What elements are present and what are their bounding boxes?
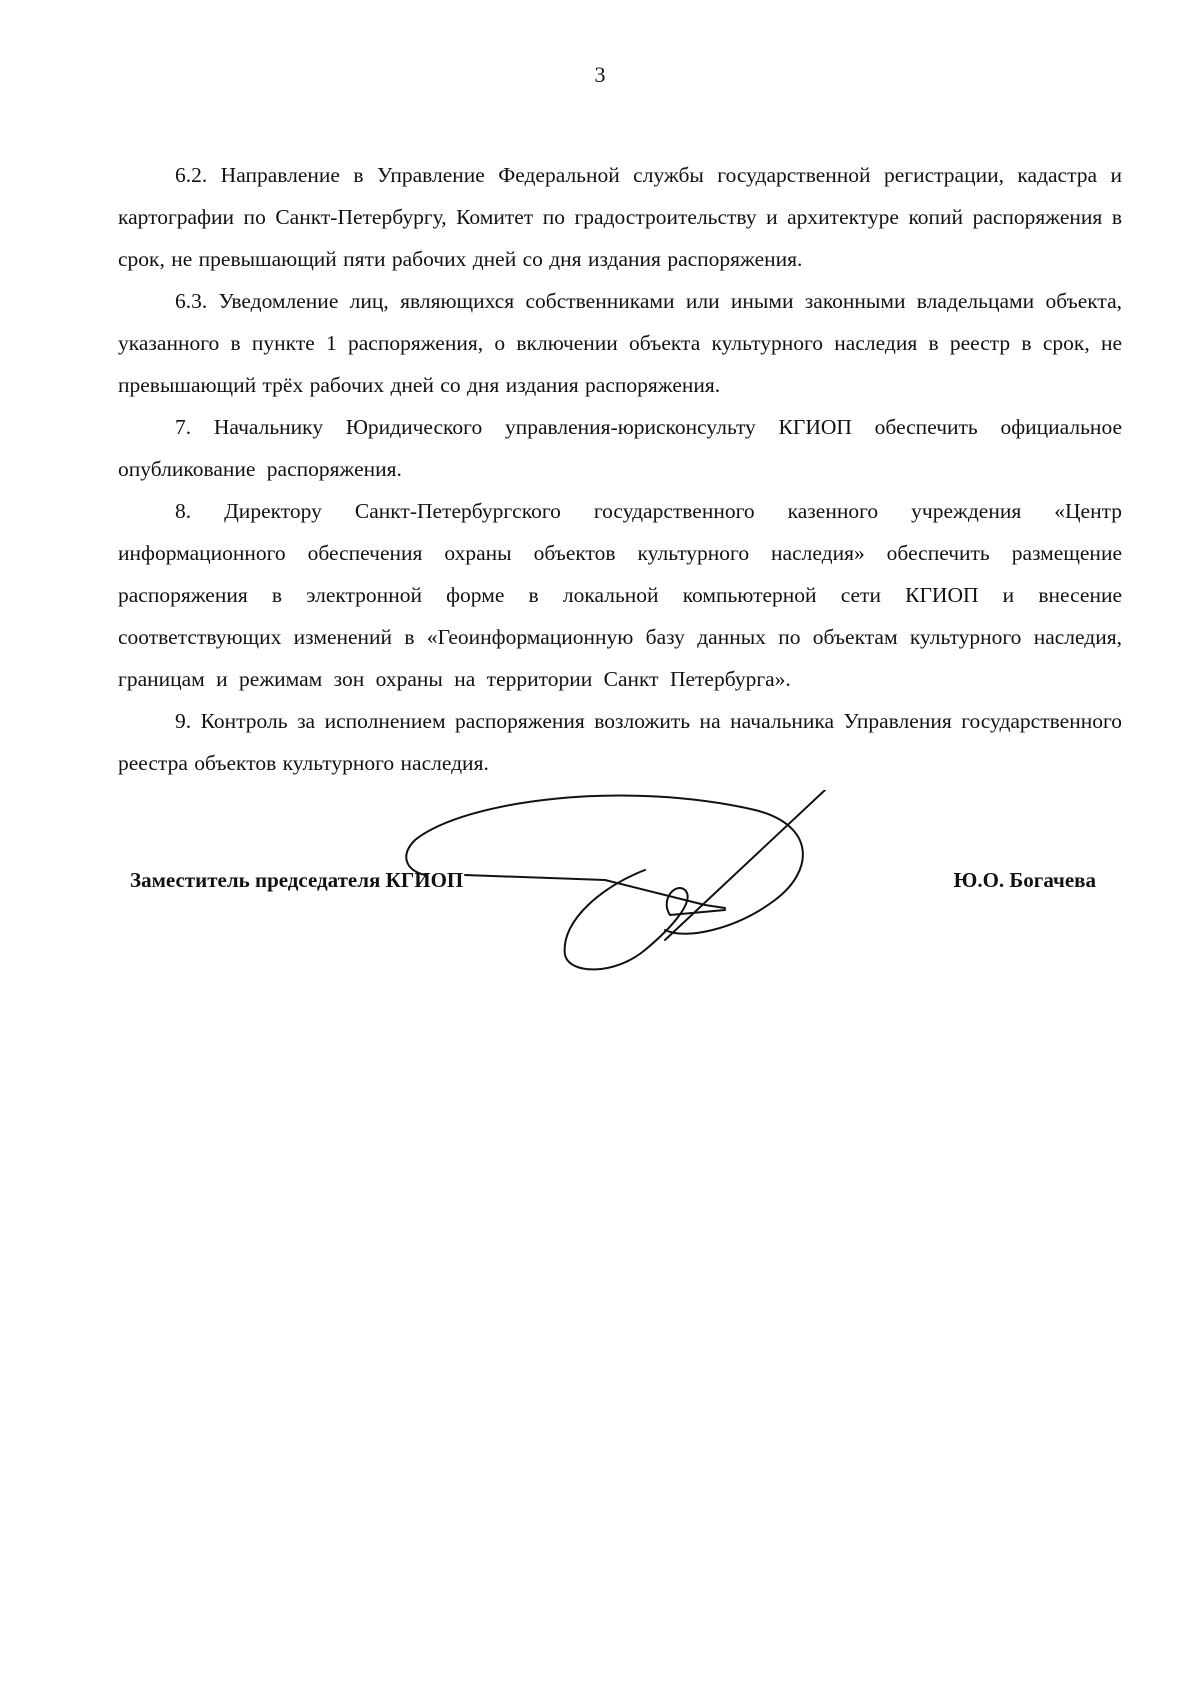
paragraph-9: 9. Контроль за исполнением распоряжения возложить на начальника Управления государственного реестра объектов культурного наследия. <box>118 709 1122 775</box>
page-number: 3 <box>594 62 606 87</box>
signature-block <box>130 868 1096 908</box>
paragraph-7: 7. Начальнику Юридического управления-юрисконсульту КГИОП обеспечить официальное опубликование распоряжения. <box>118 415 1122 481</box>
signer-name: Ю.О. Богачева <box>953 868 1096 892</box>
signer-position: Заместитель председателя КГИОП <box>130 868 464 892</box>
paragraph-6-2: 6.2. Направление в Управление Федеральной службы государственной регистрации, кадастра и картографии по Санкт-Петербургу, Комитет по градостроительству и архитектуре копий распоряжения в срок, не превышающий пяти рабочих дней со дня издания распоряжения. <box>118 163 1122 271</box>
document-body <box>118 154 1122 784</box>
paragraph-8: 8. Директору Санкт-Петербургского государственного казенного учреждения «Центр информационного обеспечения охраны объектов культурного наследия» обеспечить размещение распоряжения в электронной форме в локальной компьютерной сети КГИОП и внесение соответствующих изменений в «Геоинформационную базу данных по объектам культурного наследия, границам и режимам зон охраны на территории Санкт Петербурга». <box>118 499 1122 691</box>
paragraph-6-3: 6.3. Уведомление лиц, являющихся собственниками или иными законными владельцами объекта, указанного в пункте 1 распоряжения, о включении объекта культурного наследия в реестр в срок, не превышающий трёх рабочих дней со дня издания распоряжения. <box>118 289 1122 397</box>
